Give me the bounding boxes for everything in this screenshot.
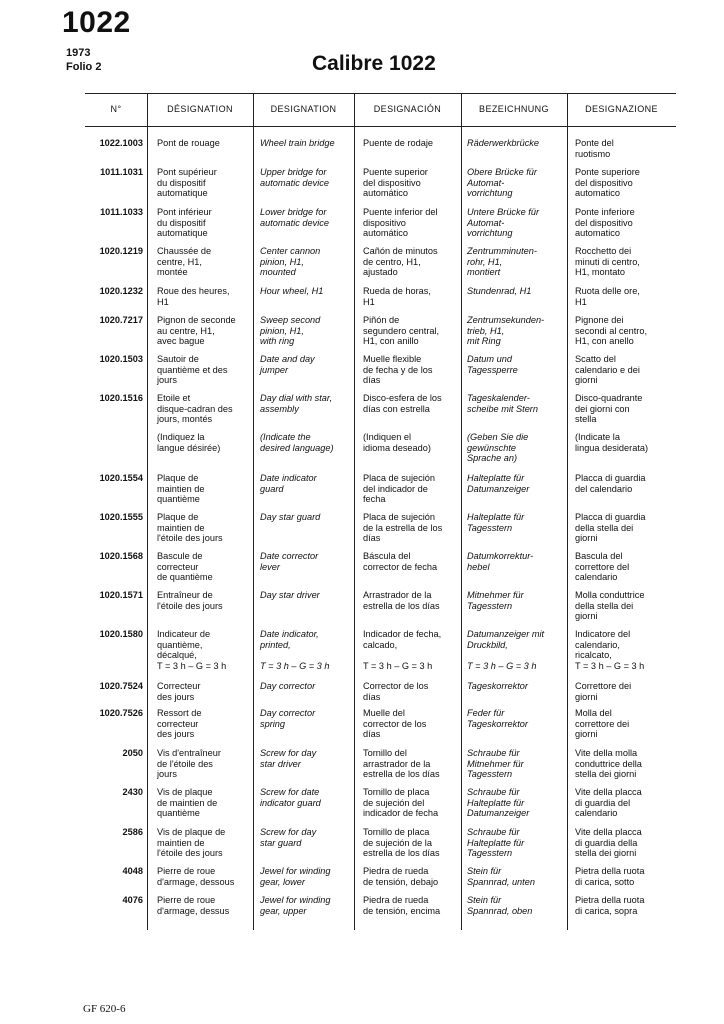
designation-es: Placa de sujeción de la estrella de los días (363, 512, 443, 543)
designation-es: Cañón de minutos de centro, H1, ajustado (363, 246, 438, 277)
part-number: 4076 (122, 895, 143, 905)
col-header-spanish: DESIGNACIÓN (373, 104, 442, 114)
designation-it: (Indicate la lingua desiderata) (575, 432, 649, 453)
designation-es: Tornillo de placa de sujeción del indicador de fecha (363, 787, 439, 818)
designation-es: Báscula del corrector de fecha (363, 551, 438, 572)
designation-en: Sweep second pinion, H1, with ring (260, 315, 321, 346)
designation-es: Arrastrador de la estrella de los días (363, 590, 440, 611)
folio-label: Folio 2 (66, 61, 102, 73)
part-number: 2586 (122, 827, 143, 837)
designation-fr: Vis de plaque de maintien de quantième (157, 787, 218, 818)
designation-es: Puente inferior del dispositivo automático (363, 207, 438, 238)
designation-es: Piedra de rueda de tensión, encima (363, 895, 441, 916)
column-divider (354, 93, 355, 930)
designation-it: Pietra della ruota di carica, sotto (575, 866, 645, 887)
designation-fr: Vis de plaque de maintien de l'étoile des jours (157, 827, 226, 858)
designation-es: Tornillo de placa de sujeción de la estrella de los días (363, 827, 440, 858)
form-code: GF 620-6 (83, 1003, 126, 1015)
designation-fr: Pignon de seconde au centre, H1, avec bague (157, 315, 236, 346)
designation-fr: Bascule de correcteur de quantième (157, 551, 213, 582)
designation-fr: Etoile et disque-cadran des jours, montés (157, 393, 233, 424)
designation-fr: Pierre de roue d'armage, dessous (157, 866, 235, 887)
designation-de: (Geben Sie die gewünschte Sprache an) (467, 432, 529, 463)
designation-it: Ruota delle ore, H1 (575, 286, 640, 307)
part-number: 1020.1503 (99, 354, 143, 364)
table-header (85, 93, 676, 127)
designation-de: Stundenrad, H1 (467, 286, 532, 296)
designation-fr: Vis d'entraîneur de l'étoile des jours (157, 748, 221, 779)
part-number: 1020.1555 (99, 512, 143, 522)
designation-de: Schraube für Mitnehmer für Tagesstern (467, 748, 524, 779)
designation-es: Piñón de segundero central, H1, con anillo (363, 315, 440, 346)
designation-fr: Correcteur des jours (157, 681, 201, 702)
designation-de: Untere Brücke für Automat- vorrichtung (467, 207, 539, 238)
designation-en: Day corrector (260, 681, 316, 691)
designation-fr: Ressort de correcteur des jours (157, 708, 202, 739)
designation-fr: Roue des heures, H1 (157, 286, 230, 307)
designation-it: Correttore dei giorni (575, 681, 632, 702)
designation-it: Ponte del ruotismo (575, 138, 614, 159)
designation-de: Datum und Tagessperre (467, 354, 518, 375)
parts-table (85, 93, 676, 930)
designation-en: Date and day jumper (260, 354, 315, 375)
part-number: 1020.1232 (99, 286, 143, 296)
designation-en: Screw for date indicator guard (260, 787, 321, 808)
part-number: 1020.7524 (99, 681, 143, 691)
designation-fr: Chaussée de centre, H1, montée (157, 246, 212, 277)
designation-it: Ponte inferiore del dispositivo automatico (575, 207, 635, 238)
designation-en: Center cannon pinion, H1, mounted (260, 246, 321, 277)
column-divider (253, 93, 254, 930)
designation-it: Scatto del calendario e dei giorni (575, 354, 640, 385)
designation-de: Schraube für Halteplatte für Tagesstern (467, 827, 525, 858)
designation-de: Datumkorrektur- hebel (467, 551, 534, 572)
designation-en: Date indicator guard (260, 473, 317, 494)
designation-de: Stein für Spannrad, oben (467, 895, 533, 916)
designation-es: Puente superior del dispositivo automático (363, 167, 428, 198)
designation-it: Disco-quadrante dei giorni con stella (575, 393, 643, 424)
designation-en: Day corrector spring (260, 708, 316, 729)
designation-it: Indicatore del calendario, ricalcato, T = 3 h – G = 3 h (575, 629, 645, 671)
designation-en: (Indicate the desired language) (260, 432, 334, 453)
part-number: 2050 (122, 748, 143, 758)
designation-de: Tageskalender- scheibe mit Stern (467, 393, 538, 414)
designation-it: Molla conduttrice della stella dei giorni (575, 590, 645, 621)
designation-es: Placa de sujeción del indicador de fecha (363, 473, 436, 504)
designation-fr: Plaque de maintien de quantième (157, 473, 205, 504)
designation-fr: Sautoir de quantième et des jours (157, 354, 228, 385)
designation-it: Ponte superiore del dispositivo automatico (575, 167, 640, 198)
column-divider (147, 93, 148, 930)
designation-es: Indicador de fecha, calcado, T = 3 h – G = 3 h (363, 629, 442, 671)
designation-fr: Pont inférieur du dispositif automatique (157, 207, 212, 238)
designation-es: Muelle del corrector de los días (363, 708, 427, 739)
designation-de: Mitnehmer für Tagesstern (467, 590, 524, 611)
designation-es: Piedra de rueda de tensión, debajo (363, 866, 439, 887)
page-title: Calibre 1022 (312, 52, 436, 75)
designation-de: Obere Brücke für Automat- vorrichtung (467, 167, 537, 198)
designation-en: Upper bridge for automatic device (260, 167, 329, 188)
col-header-number: N° (110, 104, 122, 114)
designation-it: Pietra della ruota di carica, sopra (575, 895, 645, 916)
col-header-french: DÉSIGNATION (167, 104, 233, 114)
designation-en: Hour wheel, H1 (260, 286, 324, 296)
designation-fr: Pont supérieur du dispositif automatique (157, 167, 217, 198)
column-divider (567, 93, 568, 930)
part-number: 1020.1568 (99, 551, 143, 561)
designation-en: Date corrector lever (260, 551, 319, 572)
designation-en: Jewel for winding gear, upper (260, 895, 331, 916)
designation-en: Screw for day star driver (260, 748, 317, 769)
part-number: 1022.1003 (99, 138, 143, 148)
designation-de: Zentrumminuten- rohr, H1, montiert (467, 246, 537, 277)
designation-en: Day star driver (260, 590, 320, 600)
part-number: 1020.7526 (99, 708, 143, 718)
designation-fr: Pont de rouage (157, 138, 220, 148)
designation-en: Day star guard (260, 512, 321, 522)
part-number: 1020.1580 (99, 629, 143, 639)
designation-de: Halteplatte für Tagesstern (467, 512, 525, 533)
part-number: 4048 (122, 866, 143, 876)
designation-fr: (Indiquez la langue désirée) (157, 432, 221, 453)
part-number: 1020.1571 (99, 590, 143, 600)
designation-de: Zentrumsekunden- trieb, H1, mit Ring (467, 315, 545, 346)
designation-en: Lower bridge for automatic device (260, 207, 329, 228)
designation-de: Schraube für Halteplatte für Datumanzeiger (467, 787, 530, 818)
designation-fr: Pierre de roue d'armage, dessus (157, 895, 230, 916)
designation-es: (Indiquen el idioma deseado) (363, 432, 431, 453)
part-number: 1011.1031 (100, 167, 143, 177)
designation-en: Jewel for winding gear, lower (260, 866, 331, 887)
designation-es: Rueda de horas, H1 (363, 286, 431, 307)
part-number: 2430 (122, 787, 143, 797)
designation-es: Disco-esfera de los días con estrella (363, 393, 442, 414)
designation-es: Puente de rodaje (363, 138, 433, 148)
designation-de: Räderwerkbrücke (467, 138, 539, 148)
designation-fr: Entraîneur de l'étoile des jours (157, 590, 223, 611)
designation-de: Halteplatte für Datumanzeiger (467, 473, 530, 494)
designation-it: Vite della molla conduttrice della stella dei giorni (575, 748, 642, 779)
designation-de: Feder für Tageskorrektor (467, 708, 528, 729)
designation-es: Tornillo del arrastrador de la estrella de los días (363, 748, 440, 779)
part-number: 1011.1033 (100, 207, 143, 217)
designation-es: Corrector de los días (363, 681, 429, 702)
col-header-italian: DESIGNAZIONE (585, 104, 658, 114)
designation-it: Bascula del correttore del calendario (575, 551, 630, 582)
designation-it: Rocchetto dei minuti di centro, H1, montato (575, 246, 640, 277)
part-number: 1020.7217 (99, 315, 143, 325)
designation-it: Placca di guardia della stella dei giorni (575, 512, 646, 543)
col-header-english: DESIGNATION (270, 104, 337, 114)
designation-it: Placca di guardia del calendario (575, 473, 646, 494)
designation-en: Day dial with star, assembly (260, 393, 332, 414)
designation-fr: Plaque de maintien de l'étoile des jours (157, 512, 223, 543)
part-number: 1020.1516 (99, 393, 143, 403)
designation-en: Wheel train bridge (260, 138, 335, 148)
designation-it: Vite della placca di guardia della stella dei giorni (575, 827, 642, 858)
designation-it: Molla del correttore dei giorni (575, 708, 630, 739)
designation-en: Date indicator, printed, T = 3 h – G = 3 h (260, 629, 330, 671)
year-label: 1973 (66, 47, 91, 59)
part-number: 1020.1554 (99, 473, 143, 483)
designation-es: Muelle flexible de fecha y de los días (363, 354, 433, 385)
designation-en: Screw for day star guard (260, 827, 317, 848)
designation-de: Stein für Spannrad, unten (467, 866, 535, 887)
designation-de: Tageskorrektor (467, 681, 528, 691)
designation-it: Pignone dei secondi al centro, H1, con anello (575, 315, 648, 346)
designation-it: Vite della placca di guardia del calendario (575, 787, 642, 818)
part-number: 1020.1219 (99, 246, 143, 256)
col-header-german: BEZEICHNUNG (479, 104, 549, 114)
designation-de: Datumanzeiger mit Druckbild, T = 3 h – G = 3 h (467, 629, 545, 671)
calibre-number: 1022 (62, 6, 131, 39)
designation-fr: Indicateur de quantième, décalqué, T = 3 h – G = 3 h (157, 629, 227, 671)
